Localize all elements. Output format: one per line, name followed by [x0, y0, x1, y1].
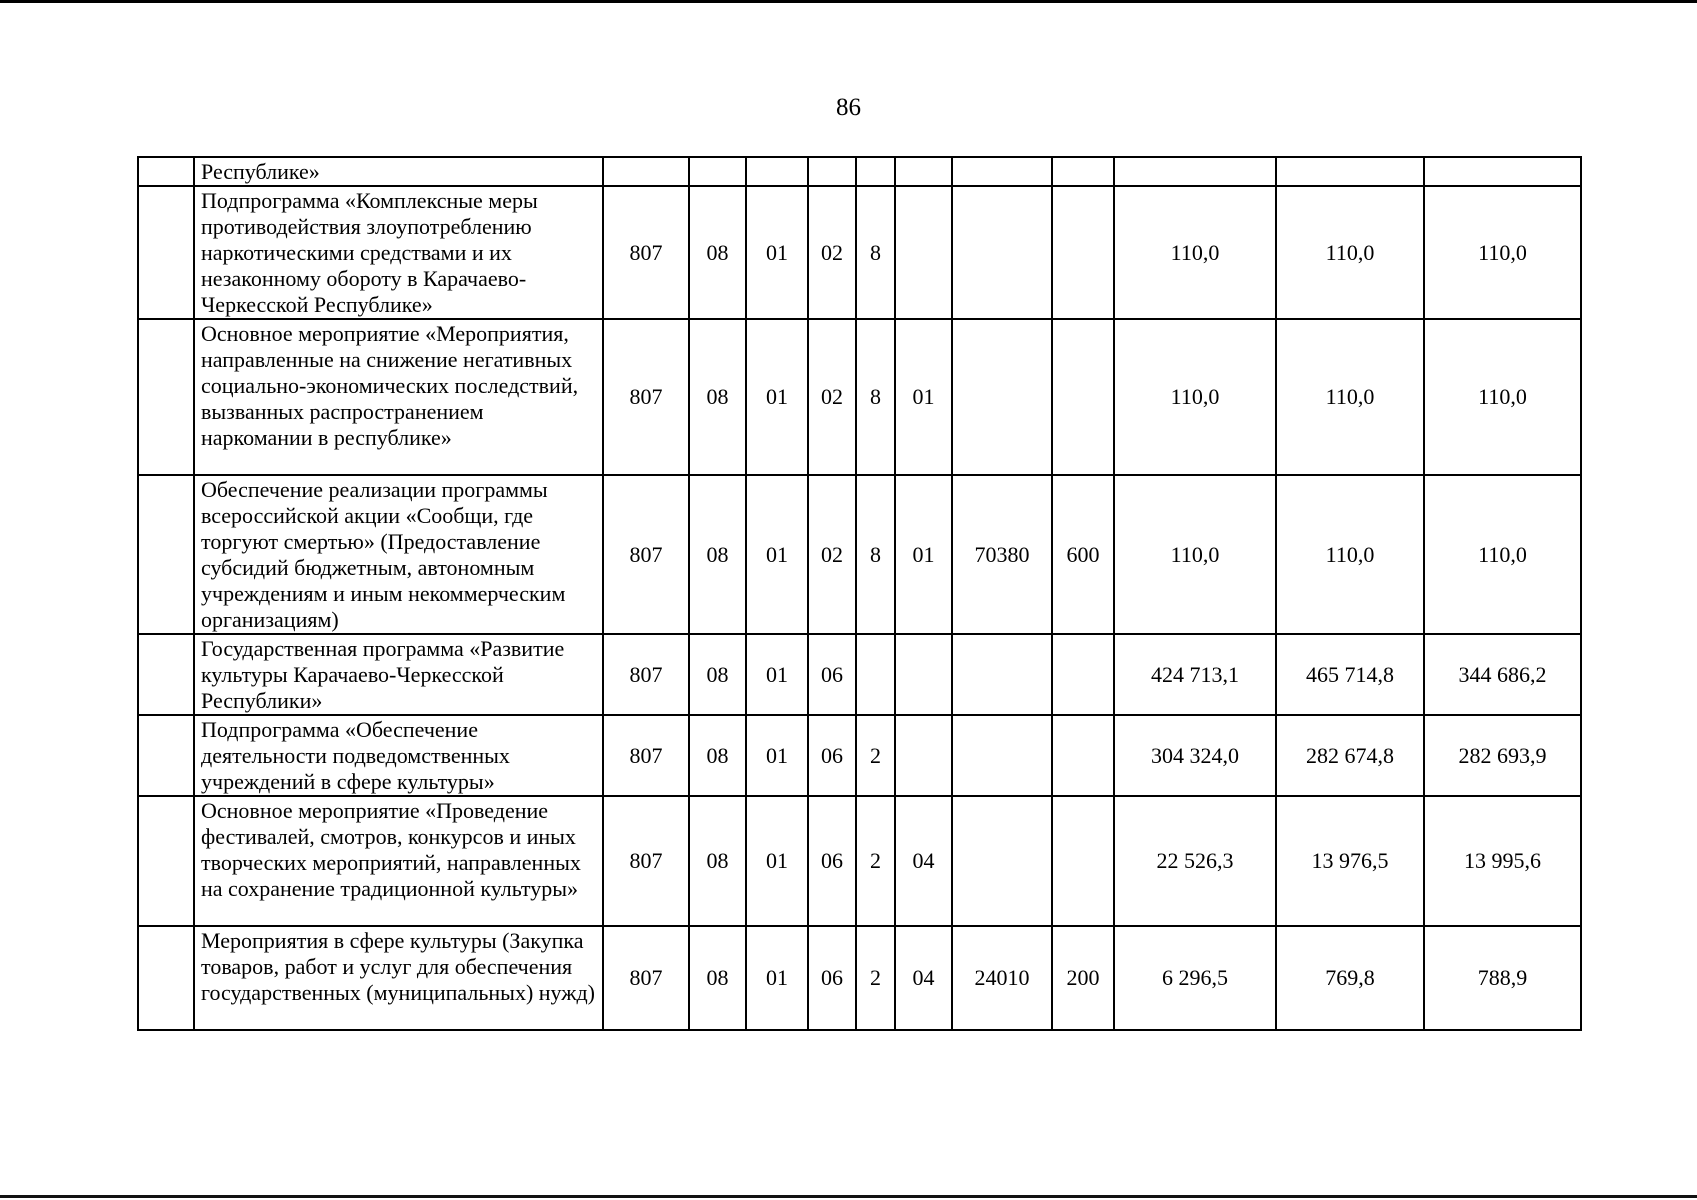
row-number-cell: [138, 796, 194, 926]
subprogram-code-cell: 8: [856, 186, 895, 319]
direction-code-cell: [952, 157, 1052, 186]
table-row: [138, 634, 1581, 715]
subsection-code-cell: 01: [746, 634, 808, 715]
expense-type-cell: 600: [1052, 475, 1114, 634]
amount-year1-cell: 304 324,0: [1114, 715, 1276, 796]
subsection-code-cell: 01: [746, 475, 808, 634]
item-name-cell: Подпрограмма «Обеспечение деятельности подведомственных учреждений в сфере культуры»: [194, 715, 603, 796]
row-number-cell: [138, 926, 194, 1030]
amount-year1-cell: 110,0: [1114, 319, 1276, 475]
expense-type-cell: [1052, 157, 1114, 186]
page-number: 86: [836, 94, 861, 121]
activity-code-cell: 01: [895, 475, 952, 634]
row-number-cell: [138, 157, 194, 186]
subsection-code-cell: 01: [746, 186, 808, 319]
table-row: [138, 475, 1581, 634]
expense-type-cell: [1052, 715, 1114, 796]
subprogram-code-cell: 8: [856, 319, 895, 475]
row-number-cell: [138, 634, 194, 715]
program-code-cell: 06: [808, 926, 856, 1030]
table-row: [138, 796, 1581, 926]
subprogram-code-cell: [856, 157, 895, 186]
amount-year2-cell: 110,0: [1276, 186, 1424, 319]
department-code-cell: 807: [603, 319, 689, 475]
activity-code-cell: [895, 634, 952, 715]
budget-table: [137, 156, 1582, 1031]
row-number-cell: [138, 715, 194, 796]
activity-code-cell: 04: [895, 796, 952, 926]
section-code-cell: 08: [689, 634, 746, 715]
program-code-cell: 02: [808, 475, 856, 634]
amount-year3-cell: 110,0: [1424, 186, 1581, 319]
row-number-cell: [138, 319, 194, 475]
amount-year1-cell: [1114, 157, 1276, 186]
activity-code-cell: [895, 715, 952, 796]
amount-year3-cell: 344 686,2: [1424, 634, 1581, 715]
section-code-cell: 08: [689, 796, 746, 926]
activity-code-cell: [895, 157, 952, 186]
program-code-cell: 06: [808, 715, 856, 796]
row-number-cell: [138, 186, 194, 319]
amount-year2-cell: [1276, 157, 1424, 186]
subprogram-code-cell: 2: [856, 926, 895, 1030]
activity-code-cell: [895, 186, 952, 319]
amount-year2-cell: 282 674,8: [1276, 715, 1424, 796]
item-name-cell: Основное мероприятие «Проведение фестивалей, смотров, конкурсов и иных творческих мероприятий, направленных на сохранение традиционной культуры»: [194, 796, 603, 926]
department-code-cell: 807: [603, 186, 689, 319]
section-code-cell: [689, 157, 746, 186]
section-code-cell: 08: [689, 319, 746, 475]
table-row: [138, 319, 1581, 475]
expense-type-cell: [1052, 796, 1114, 926]
amount-year2-cell: 769,8: [1276, 926, 1424, 1030]
direction-code-cell: 24010: [952, 926, 1052, 1030]
section-code-cell: 08: [689, 475, 746, 634]
item-name-cell: Республике»: [194, 157, 603, 186]
subsection-code-cell: 01: [746, 796, 808, 926]
item-name-cell: Подпрограмма «Комплексные меры противодействия злоупотреблению наркотическими средствами и их незаконному обороту в Карачаево-Черкесской Республике»: [194, 186, 603, 319]
item-name-cell: Государственная программа «Развитие культуры Карачаево-Черкесской Республики»: [194, 634, 603, 715]
row-number-cell: [138, 475, 194, 634]
amount-year2-cell: 110,0: [1276, 475, 1424, 634]
section-code-cell: 08: [689, 186, 746, 319]
amount-year3-cell: 13 995,6: [1424, 796, 1581, 926]
amount-year2-cell: 465 714,8: [1276, 634, 1424, 715]
amount-year1-cell: 22 526,3: [1114, 796, 1276, 926]
expense-type-cell: [1052, 634, 1114, 715]
amount-year2-cell: 110,0: [1276, 319, 1424, 475]
amount-year3-cell: 282 693,9: [1424, 715, 1581, 796]
amount-year3-cell: 110,0: [1424, 475, 1581, 634]
amount-year3-cell: 788,9: [1424, 926, 1581, 1030]
program-code-cell: 02: [808, 319, 856, 475]
expense-type-cell: [1052, 186, 1114, 319]
subsection-code-cell: [746, 157, 808, 186]
amount-year1-cell: 110,0: [1114, 186, 1276, 319]
item-name-cell: Мероприятия в сфере культуры (Закупка товаров, работ и услуг для обеспечения государственных (муниципальных) нужд): [194, 926, 603, 1030]
item-name-cell: Обеспечение реализации программы всероссийской акции «Сообщи, где торгуют смертью» (Предоставление субсидий бюджетным, автономным учреждениям и иным некоммерческим организациям): [194, 475, 603, 634]
department-code-cell: 807: [603, 926, 689, 1030]
section-code-cell: 08: [689, 926, 746, 1030]
program-code-cell: [808, 157, 856, 186]
amount-year1-cell: 110,0: [1114, 475, 1276, 634]
amount-year3-cell: [1424, 157, 1581, 186]
table-row: [138, 186, 1581, 319]
amount-year2-cell: 13 976,5: [1276, 796, 1424, 926]
program-code-cell: 06: [808, 634, 856, 715]
direction-code-cell: [952, 186, 1052, 319]
subprogram-code-cell: [856, 634, 895, 715]
department-code-cell: 807: [603, 634, 689, 715]
amount-year3-cell: 110,0: [1424, 319, 1581, 475]
scan-top-edge: [0, 0, 1697, 3]
department-code-cell: [603, 157, 689, 186]
direction-code-cell: [952, 634, 1052, 715]
subprogram-code-cell: 2: [856, 796, 895, 926]
activity-code-cell: 01: [895, 319, 952, 475]
amount-year1-cell: 6 296,5: [1114, 926, 1276, 1030]
scan-bottom-edge: [0, 1195, 1697, 1198]
expense-type-cell: [1052, 319, 1114, 475]
program-code-cell: 02: [808, 186, 856, 319]
table-row: [138, 715, 1581, 796]
subsection-code-cell: 01: [746, 926, 808, 1030]
activity-code-cell: 04: [895, 926, 952, 1030]
program-code-cell: 06: [808, 796, 856, 926]
expense-type-cell: 200: [1052, 926, 1114, 1030]
department-code-cell: 807: [603, 715, 689, 796]
amount-year1-cell: 424 713,1: [1114, 634, 1276, 715]
direction-code-cell: [952, 796, 1052, 926]
direction-code-cell: [952, 715, 1052, 796]
direction-code-cell: [952, 319, 1052, 475]
table-row: [138, 926, 1581, 1030]
table-row: [138, 157, 1581, 186]
direction-code-cell: 70380: [952, 475, 1052, 634]
item-name-cell: Основное мероприятие «Мероприятия, направленные на снижение негативных социально-экономических последствий, вызванных распространением наркомании в республике»: [194, 319, 603, 475]
department-code-cell: 807: [603, 475, 689, 634]
section-code-cell: 08: [689, 715, 746, 796]
subsection-code-cell: 01: [746, 715, 808, 796]
department-code-cell: 807: [603, 796, 689, 926]
subprogram-code-cell: 8: [856, 475, 895, 634]
subsection-code-cell: 01: [746, 319, 808, 475]
subprogram-code-cell: 2: [856, 715, 895, 796]
